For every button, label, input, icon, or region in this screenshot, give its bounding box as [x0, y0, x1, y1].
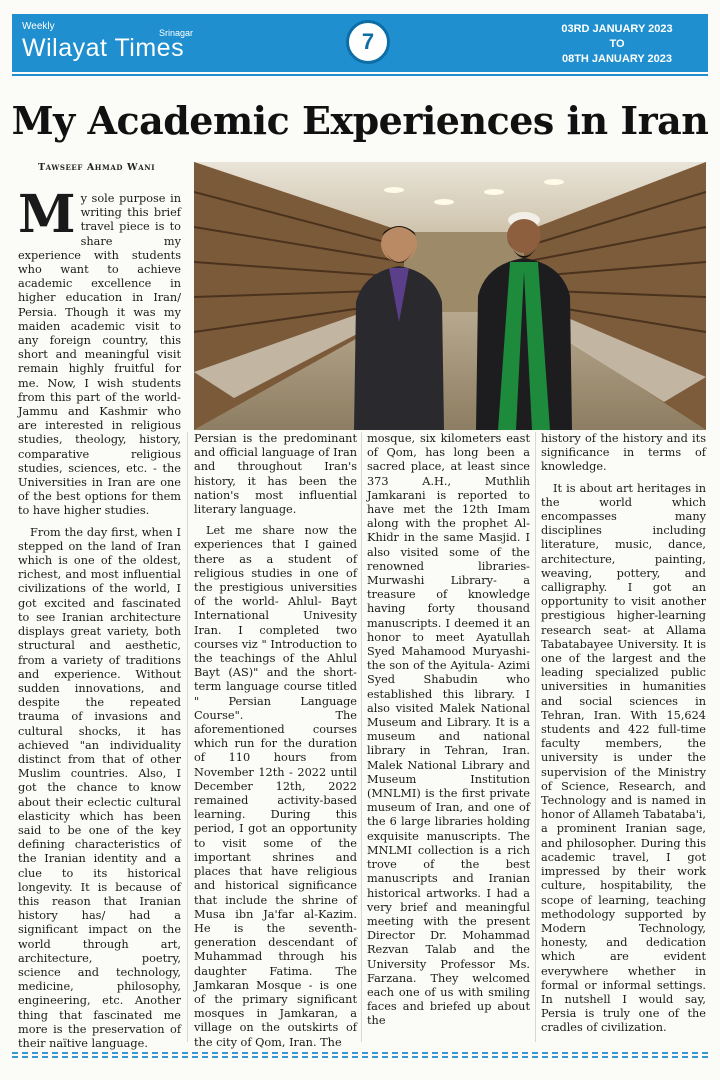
column-divider	[535, 432, 536, 1042]
article-photo-library	[194, 162, 706, 430]
paragraph: mosque, six kilometers east of Qom, has long been a sacred place, at least since 373 A.H., Muthlih Jamkarani is reported to have met the 12th Imam along with the prophet Al-Khidr in the same Masjid. I also visited some of the renowned libraries- Murwashi Library- a treasure of knowledge having forty thousand manuscripts. I deemed it an honor to meet Ayatullah Syed Mahamood Muryashi- the son of the Ayitula- Azimi Syed Shabudin who established this library. I also visited Malek National Museum and Library. It is a museum and national library in Tehran, Iran. Malek National Library and Museum Institution (MNLMI) is the first private museum of Iran, and one of the 6 large libraries holding exquisite manuscripts. The MNLMI collection is a rich trove of the best manuscripts and Iranian historical artworks. I had a very brief and meaningful meeting with the present Director Dr. Mohammad Rezvan Talab and the University Professor Ms. Farzana. They welcomed each one of us with smiling faces and briefed up about the	[367, 432, 530, 1028]
paragraph: Let me share now the experiences that I gained there as a student of religious studies in one of the prestigious universities of the world- Ahlul- Bayt International Univesity Iran. I completed two courses viz " Introduction to the teachings of the Ahlul Bayt (AS)" and the short-term language course titled " Persian Language Course". The aforementioned courses which run for the duration of 110 hours from November 12th - 2022 until December 12th, 2022 remained activity-based learning. During this period, I got an opportunity to visit some of the important shrines and places that have religious and historical significance that include the shrine of Musa ibn Ja'far al-Kazim. He is the seventh-generation descendant of Muhammad through his daughter Fatima. The Jamkaran Mosque - is one of the primary significant mosques in Jamkaran, a village on the outskirts of the city of Qom, Iran. The	[194, 524, 357, 1049]
library-photo-illustration	[194, 162, 706, 430]
date-to: 08TH JANUARY 2023	[561, 53, 673, 65]
article-headline: My Academic Experiences in Iran	[11, 98, 709, 143]
masthead-city: Srinagar	[159, 28, 194, 38]
article-column-1	[18, 184, 181, 1058]
masthead-banner	[12, 14, 708, 72]
paragraph: It is about art heritages in the world which encompasses many disciplines including literature, music, dance, architecture, painting, weaving, pottery, and calligraphy. I got an opportunity to visit another prestigious higher-learning research seat- at Allama Tabatabayee University. It is one of the largest and the leading specialized public universities in humanities and social sciences in Tehran, Iran. With 15,624 students and 422 full-time faculty members, the university is under the supervision of the Ministry of Science, Research, and Technology and is named in honor of Allameh Tabataba'i, a prominent Iranian sage, and philosopher. During this academic travel, I got impressed by their work culture, hospitability, the scope of learning, teaching methodology supported by Modern Technology, honesty, and dedication which are evident everywhere whether in formal or informal settings. In nutshell I would say, Persia is truly one of the cradles of civilization.	[541, 481, 707, 1035]
article-column-2	[194, 432, 357, 1057]
page-number: 7	[361, 29, 375, 54]
issue-date-range	[542, 22, 692, 67]
article-column-4	[541, 432, 706, 1043]
paragraph: history of the history and its significance in terms of knowledge.	[541, 432, 706, 474]
masthead-weekly-label: Weekly	[22, 21, 55, 32]
page-number-badge	[346, 20, 390, 64]
paragraph-text: y sole purpose in writing this brief travel piece is to share my experience with students who want to achieve academic excellence in higher education in Iran/ Persia. Though it was my maiden academic visit to any foreign country, this short and meaningful visit remain highly fruitful for me. Now, I wish students from this part of the world- Jammu and Kashmir who are interested in religious studies, theology, history, comparative religious studies, sciences, etc. - the Universities in Iran are one of the best options for them to have higher studies.	[18, 192, 181, 518]
drop-cap: M	[18, 184, 76, 245]
date-to-label: TO	[609, 38, 625, 50]
masthead-rule	[12, 74, 708, 76]
column-divider	[361, 432, 362, 1042]
article-column-3	[367, 432, 530, 1036]
paragraph: Persian is the predominant and official language of Iran and throughout Iran's history, it has been the nation's most influential literary language.	[194, 432, 357, 517]
date-from: 03RD JANUARY 2023	[561, 23, 673, 35]
newspaper-name: Wilayat Times	[22, 34, 185, 62]
paragraph: From the day first, when I stepped on the land of Iran which is one of the oldest, richest, and most influential civilizations of the world, I got excited and fascinated to see Iranian architecture displays great variety, both structural and aesthetic, from a variety of traditions and experience. Without sudden innovations, and despite the repeated trauma of invasions and cultural shocks, it has achieved "an individuality distinct from that of other Muslim countries. Also, I got the chance to know about their eclectic cultural elasticity which has been said to be one of the key defining characteristics of the Iranian identity and a clue to its historical longevity. It is because of this reason that Iranian history has/ had a significant impact on the world through art, architecture, poetry, science and technology, medicine, philosophy, engineering, etc. Another thing that fascinated me more is the preservation of their naïtive language.	[18, 525, 181, 1050]
column-divider	[187, 432, 188, 1042]
paragraph	[18, 184, 181, 519]
article-byline: Tawseef Ahmad Wani	[38, 162, 156, 173]
footer-rule	[12, 1052, 708, 1058]
